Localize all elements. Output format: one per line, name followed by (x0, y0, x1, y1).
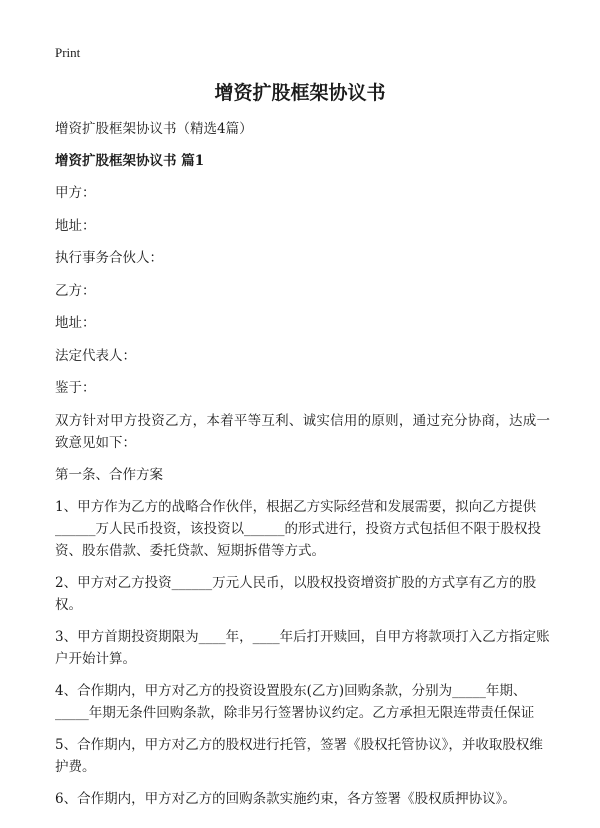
intro-paragraph: 双方针对甲方投资乙方，本着平等互利、诚实信用的原则，通过充分协商，达成一致意见如下： (55, 412, 550, 451)
field-executive-partner: 执行事务合伙人： (55, 250, 163, 266)
list-item: 1、甲方作为乙方的战略合作伙伴，根据乙方实际经营和发展需要，拟向乙方提供______万人民币投资，该投资以______的形式进行，投资方式包括但不限于股权投资、股东借款、委托贷款、短期拆借等方式。 (55, 498, 541, 559)
list-item: 4、合作期内，甲方对乙方的投资设置股东(乙方)回购条款，分别为_____年期、_____年期无条件回购条款，除非另行签署协议约定。乙方承担无限连带责任保证 (55, 682, 535, 721)
list-item: 5、合作期内，甲方对乙方的股权进行托管，签署《股权托管协议》，并收取股权维护费。 (55, 736, 543, 775)
list-item: 6、合作期内，甲方对乙方的回购条款实施约束，各方签署《股权质押协议》。 (55, 790, 516, 807)
field-party-b-address: 地址： (55, 315, 96, 331)
document-title: 增资扩股框架协议书 (214, 82, 386, 104)
field-legal-representative: 法定代表人： (55, 347, 136, 364)
document-subtitle: 增资扩股框架协议书（精选4篇） (55, 121, 253, 137)
document-body (55, 118, 550, 820)
print-label: Print (55, 45, 81, 60)
field-party-b: 乙方： (55, 282, 96, 299)
list-item: 2、甲方对乙方投资______万元人民币，以股权投资增资扩股的方式享有乙方的股权。 (55, 574, 537, 613)
article-heading: 第一条、合作方案 (55, 466, 163, 483)
section-heading: 增资扩股框架协议书 篇1 (55, 153, 205, 169)
field-party-a: 甲方： (55, 185, 96, 201)
field-whereas: 鉴于： (55, 380, 96, 396)
list-item: 3、甲方首期投资期限为____年，____年后打开赎回，自甲方将款项打入乙方指定账户开始计算。 (55, 628, 550, 667)
field-party-a-address: 地址： (55, 217, 96, 234)
